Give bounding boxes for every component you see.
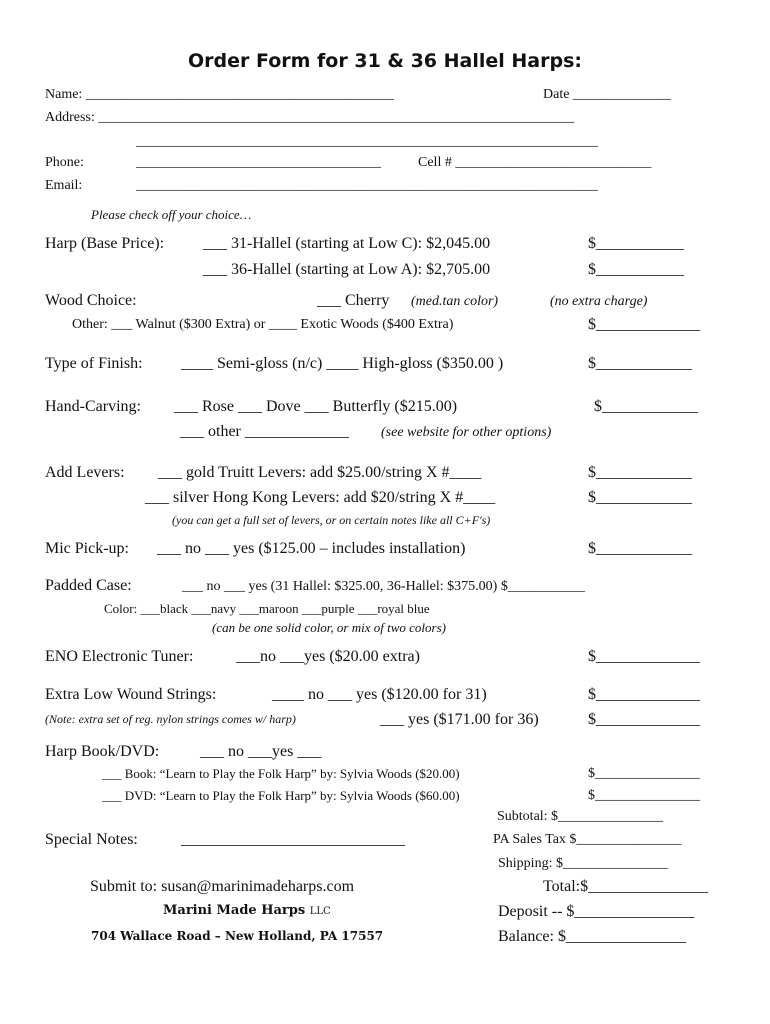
tuner-total[interactable]: $_____________ <box>588 648 700 665</box>
strings-label: Extra Low Wound Strings: <box>45 686 217 703</box>
book-options[interactable]: ___ no ___yes ___ <box>200 743 322 760</box>
finish-options[interactable]: ____ Semi-gloss (n/c) ____ High-gloss ($350.00 ) <box>181 355 504 372</box>
company-name <box>163 904 331 917</box>
levers-gold-option[interactable]: ___ gold Truitt Levers: add $25.00/string X #____ <box>158 464 482 481</box>
wood-label: Wood Choice: <box>45 292 137 309</box>
name-field[interactable]: Name: ____________________________________________ <box>45 87 394 102</box>
harp-option-36[interactable]: ___ 36-Hallel (starting at Low A): $2,705.00 <box>203 261 491 278</box>
case-options[interactable]: ___ no ___ yes (31 Hallel: $325.00, 36-Hallel: $375.00) $___________ <box>182 579 585 594</box>
cell-field[interactable]: Cell # ____________________________ <box>418 155 652 170</box>
strings-options-31[interactable]: ____ no ___ yes ($120.00 for 31) <box>272 686 487 703</box>
carving-label: Hand-Carving: <box>45 398 141 415</box>
tuner-label: ENO Electronic Tuner: <box>45 648 194 665</box>
wood-cherry-option[interactable]: ___ Cherry <box>317 292 390 309</box>
levers-silver-total[interactable]: $____________ <box>588 489 692 506</box>
email-field[interactable]: __________________________________________________________________ <box>136 178 598 193</box>
book-option[interactable]: ___ Book: “Learn to Play the Folk Harp” by: Sylvia Woods ($20.00) <box>102 766 460 781</box>
date-field[interactable]: Date ______________ <box>543 87 671 102</box>
notes-field[interactable]: ____________________________ <box>181 831 405 848</box>
case-color-note: (can be one solid color, or mix of two colors) <box>212 620 446 635</box>
strings-total-31[interactable]: $_____________ <box>588 686 700 703</box>
strings-total-36[interactable]: $_____________ <box>588 711 700 728</box>
carving-total[interactable]: $____________ <box>594 398 698 415</box>
strings-option-36[interactable]: ___ yes ($171.00 for 36) <box>380 711 539 728</box>
total-field[interactable]: Total:$_______________ <box>543 878 709 895</box>
harp-total-36[interactable]: $___________ <box>588 261 684 278</box>
wood-no-extra-note: (no extra charge) <box>550 294 648 309</box>
finish-label: Type of Finish: <box>45 355 143 372</box>
wood-total[interactable]: $_____________ <box>588 316 700 333</box>
harp-option-31[interactable]: ___ 31-Hallel (starting at Low C): $2,045.00 <box>203 235 491 252</box>
subtotal-field[interactable]: Subtotal: $_______________ <box>497 809 664 824</box>
address-field[interactable]: Address: ____________________________________________________________________ <box>45 110 575 125</box>
levers-label: Add Levers: <box>45 464 125 481</box>
harp-label: Harp (Base Price): <box>45 235 165 252</box>
carving-other-note: (see website for other options) <box>381 425 552 440</box>
harp-total-31[interactable]: $___________ <box>588 235 684 252</box>
case-color-options[interactable]: Color: ___black ___navy ___maroon ___purple ___royal blue <box>104 601 430 616</box>
levers-gold-total[interactable]: $____________ <box>588 464 692 481</box>
company-llc: LLC <box>309 906 331 917</box>
dvd-option[interactable]: ___ DVD: “Learn to Play the Folk Harp” by: Sylvia Woods ($60.00) <box>102 788 460 803</box>
balance-field[interactable]: Balance: $_______________ <box>498 928 686 945</box>
phone-field[interactable]: ___________________________________ <box>136 155 381 170</box>
finish-total[interactable]: $____________ <box>588 355 692 372</box>
address-field-line2[interactable]: __________________________________________________________________ <box>136 134 598 149</box>
tuner-options[interactable]: ___no ___yes ($20.00 extra) <box>236 648 420 665</box>
notes-label: Special Notes: <box>45 831 138 848</box>
levers-silver-option[interactable]: ___ silver Hong Kong Levers: add $20/string X #____ <box>145 489 496 506</box>
company-address: 704 Wallace Road – New Holland, PA 17557 <box>91 929 384 943</box>
shipping-field[interactable]: Shipping: $_______________ <box>498 856 668 871</box>
book-total[interactable]: $_______________ <box>588 766 700 781</box>
strings-note: (Note: extra set of reg. nylon strings comes w/ harp) <box>45 712 296 726</box>
levers-note: (you can get a full set of levers, or on certain notes like all C+F's) <box>172 513 491 527</box>
dvd-total[interactable]: $_______________ <box>588 788 700 803</box>
carving-other-option[interactable]: ___ other _____________ <box>180 423 349 440</box>
case-label: Padded Case: <box>45 577 132 594</box>
instruction-text: Please check off your choice… <box>91 207 252 222</box>
deposit-field[interactable]: Deposit -- $_______________ <box>498 903 695 920</box>
book-label: Harp Book/DVD: <box>45 743 160 760</box>
company-name-text: Marini Made Harps <box>163 903 306 918</box>
mic-total[interactable]: $____________ <box>588 540 692 557</box>
submit-email: Submit to: susan@marinimadeharps.com <box>90 878 355 895</box>
email-label: Email: <box>45 178 83 193</box>
mic-options[interactable]: ___ no ___ yes ($125.00 – includes installation) <box>157 540 466 557</box>
page-title: Order Form for 31 & 36 Hallel Harps: <box>188 50 582 72</box>
wood-cherry-note: (med.tan color) <box>411 294 499 309</box>
carving-options[interactable]: ___ Rose ___ Dove ___ Butterfly ($215.00) <box>174 398 458 415</box>
wood-other-options[interactable]: Other: ___ Walnut ($300 Extra) or ____ Exotic Woods ($400 Extra) <box>72 317 454 332</box>
phone-label: Phone: <box>45 155 84 170</box>
mic-label: Mic Pick-up: <box>45 540 129 557</box>
sales-tax-field[interactable]: PA Sales Tax $_______________ <box>493 832 682 847</box>
